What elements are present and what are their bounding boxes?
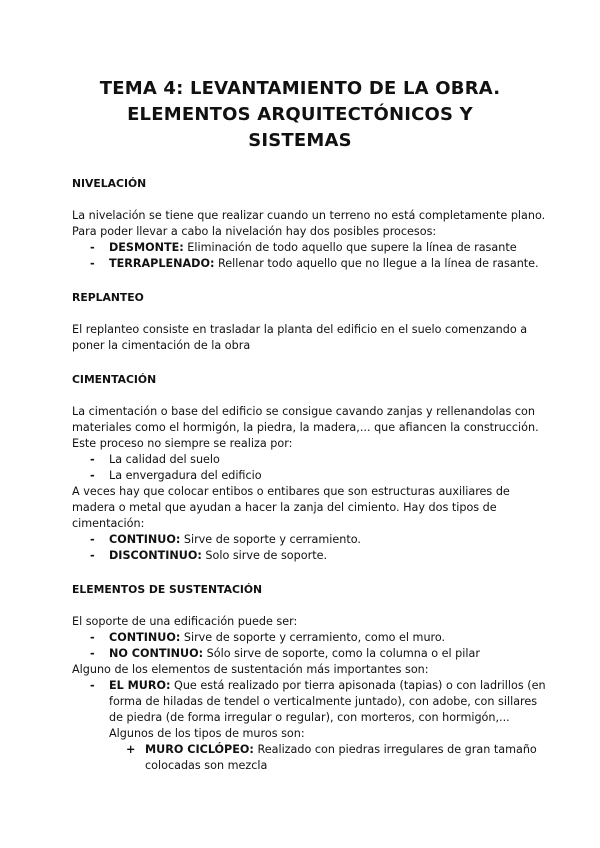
paragraph-line: cimentación: [72, 517, 145, 530]
list-term: NO CONTINUO: [109, 647, 204, 660]
list-term: CONTINUO: [109, 631, 181, 644]
list-text: Eliminación de todo aquello que supere la línea de rasante [183, 241, 517, 254]
list-item-continuation: Algunos de los tipos de muros son: [109, 727, 305, 740]
list-term: TERRAPLENADO: [109, 257, 215, 270]
paragraph-line: madera o metal que ayudan a hacer la zanja del cimiento. Hay dos tipos de [72, 501, 497, 514]
title-line-3: SISTEMAS [248, 130, 352, 151]
paragraph-line: materiales como el hormigón, la piedra, la madera,... que afiancen la construcción. [72, 421, 539, 434]
heading-nivelacion: NIVELACIÓN [72, 177, 147, 190]
list-text: Rellenar todo aquello que no llegue a la línea de rasante. [214, 257, 539, 270]
heading-sustentacion: ELEMENTOS DE SUSTENTACIÓN [72, 583, 263, 596]
paragraph-line: Este proceso no siempre se realiza por: [72, 437, 293, 450]
list-marker: - [90, 469, 95, 482]
paragraph-line: Para poder llevar a cabo la nivelación hay dos posibles procesos: [72, 225, 437, 238]
list-text: Sirve de soporte y cerramiento, como el muro. [180, 631, 446, 644]
list-text: Sólo sirve de soporte, como la columna o el pilar [203, 647, 480, 660]
document-body [72, 176, 546, 774]
paragraph-line: La nivelación se tiene que realizar cuando un terreno no está completamente plano. [72, 209, 546, 222]
sublist-marker: + [126, 743, 136, 756]
list-item-discontinuo [72, 548, 542, 564]
sublist-item-muro-ciclopeo [72, 742, 542, 758]
title-line-1: TEMA 4: LEVANTAMIENTO DE LA OBRA. [99, 78, 501, 99]
paragraph-line: Alguno de los elementos de sustentación más importantes son: [72, 663, 429, 676]
list-item-no-continuo [72, 646, 542, 662]
list-marker: - [90, 533, 95, 546]
list-marker: - [90, 647, 95, 660]
heading-replanteo: REPLANTEO [72, 291, 144, 304]
heading-cimentacion: CIMENTACIÓN [72, 373, 157, 386]
list-text: La envergadura del edificio [109, 469, 262, 482]
list-term: CONTINUO: [109, 533, 181, 546]
paragraph-line: poner la cimentación de la obra [72, 339, 251, 352]
list-marker: - [90, 257, 95, 270]
page-title [40, 76, 560, 154]
list-item-terraplenado [72, 256, 542, 272]
list-term: DESMONTE: [109, 241, 184, 254]
list-term: DISCONTINUO: [109, 549, 202, 562]
paragraph-line: A veces hay que colocar entibos o entibares que son estructuras auxiliares de [72, 485, 510, 498]
list-text: Sirve de soporte y cerramiento. [180, 533, 361, 546]
list-marker: - [90, 679, 95, 692]
list-item-continuation: forma de hiladas de tendel o verticalmente juntado), con adobe, con sillares [109, 695, 538, 708]
list-item-continuo [72, 532, 542, 548]
list-item-continuo [72, 630, 542, 646]
sublist-item-continuation: colocadas son mezcla [145, 759, 268, 772]
list-marker: - [90, 241, 95, 254]
title-line-2: ELEMENTOS ARQUITECTÓNICOS Y [127, 104, 473, 125]
list-text: Realizado con piedras irregulares de gran tamaño [253, 743, 537, 756]
list-marker: - [90, 453, 95, 466]
list-item-continuation: de piedra (de forma irregular o regular), con morteros, con hormigón,... [109, 711, 510, 724]
paragraph-line: El soporte de una edificación puede ser: [72, 615, 298, 628]
list-item-desmonte [72, 240, 542, 256]
list-term: EL MURO: [109, 679, 171, 692]
list-text: La calidad del suelo [109, 453, 220, 466]
paragraph-line: La cimentación o base del edificio se consigue cavando zanjas y rellenandolas con [72, 405, 535, 418]
list-item [72, 468, 542, 484]
list-term: MURO CICLÓPEO: [145, 743, 254, 756]
list-item-el-muro [72, 678, 546, 694]
list-marker: - [90, 549, 95, 562]
paragraph-line: El replanteo consiste en trasladar la planta del edificio en el suelo comenzando a [72, 323, 528, 336]
list-marker: - [90, 631, 95, 644]
list-item [72, 452, 542, 468]
list-text: Solo sirve de soporte. [201, 549, 328, 562]
list-text: Que está realizado por tierra apisonada (tapias) o con ladrillos (en [170, 679, 546, 692]
